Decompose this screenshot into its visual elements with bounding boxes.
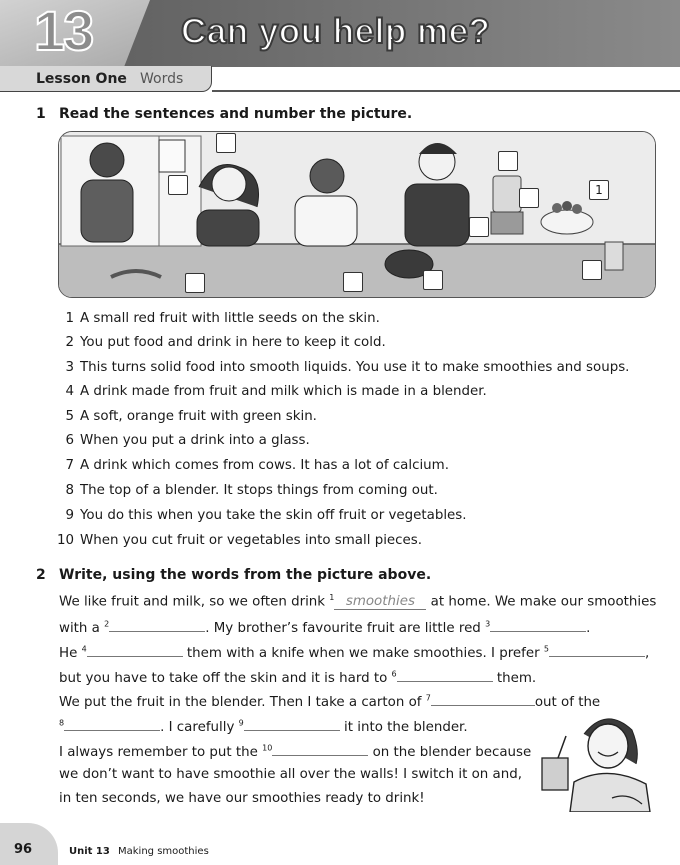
answer-blank-6[interactable] — [397, 668, 493, 682]
paragraph-line: I always remember to put the $^{10}$ on the blender because — [59, 743, 532, 760]
paragraph-line: we don’t want to have smoothie all over the walls! I switch it on and, — [59, 767, 522, 782]
lesson-subtitle: Words — [140, 71, 184, 87]
exercise-1-number: 1 — [36, 106, 46, 122]
paragraph-line: but you have to take off the skin and it is hard to $^6$ them. — [59, 669, 537, 686]
paragraph-line: He $^4$ them with a knife when we make smoothies. I prefer $^5$ , — [59, 644, 650, 661]
picture-label-box[interactable] — [423, 270, 443, 290]
answer-blank-7[interactable] — [431, 692, 535, 706]
picture-label-box[interactable] — [216, 133, 236, 153]
paragraph-line: in ten seconds, we have our smoothies ready to drink! — [59, 791, 425, 806]
sentence-item: 4 A drink made from fruit and milk which is made in a blender. — [65, 384, 487, 399]
unit-number: 13 — [34, 0, 93, 62]
picture-label-box[interactable] — [185, 273, 205, 293]
picture-label-box[interactable] — [519, 188, 539, 208]
picture-label-box[interactable] — [469, 217, 489, 237]
footer-unit-title: Making smoothies — [118, 846, 209, 857]
sentence-item: 9 You do this when you take the skin off fruit or vegetables. — [65, 508, 467, 523]
paragraph-line: with a $^2$ . My brother’s favourite fruit are little red $^3$ . — [59, 619, 591, 636]
answer-blank-8[interactable] — [64, 717, 160, 731]
sentence-item: 1 A small red fruit with little seeds on the skin. — [65, 311, 380, 326]
answer-blank-9[interactable] — [244, 717, 340, 731]
paragraph-line: $^8$ . I carefully $^9$ it into the blender. — [59, 718, 468, 735]
paragraph-line: We put the fruit in the blender. Then I take a carton of $^7$ out of the — [59, 693, 601, 710]
sentence-item: 6 When you put a drink into a glass. — [65, 433, 310, 448]
paragraph-line: We like fruit and milk, so we often drink $^1$ smoothies at home. We make our smoothies — [59, 593, 657, 610]
sentence-item: 10 When you cut fruit or vegetables into small pieces. — [56, 533, 422, 548]
picture-label-box-example: 1 — [589, 180, 609, 200]
footer-unit-label: Unit 13 — [69, 846, 110, 857]
sentence-item: 2 You put food and drink in here to keep it cold. — [65, 335, 386, 350]
exercise-2-number: 2 — [36, 567, 46, 583]
girl-with-drink-illustration — [536, 712, 660, 812]
sentence-item: 3 This turns solid food into smooth liquids. You use it to make smoothies and soups. — [65, 360, 630, 375]
unit-title: Can you help me? — [181, 12, 491, 51]
sentence-item: 8 The top of a blender. It stops things from coming out. — [65, 483, 438, 498]
answer-blank-2[interactable] — [109, 618, 205, 632]
picture-label-box[interactable] — [582, 260, 602, 280]
answer-blank-1[interactable]: smoothies — [334, 596, 426, 610]
exercise-1-instruction: Read the sentences and number the picture. — [59, 106, 413, 122]
answer-blank-10[interactable] — [272, 742, 368, 756]
lesson-divider — [212, 90, 680, 92]
picture-label-box[interactable] — [498, 151, 518, 171]
page-number: 96 — [14, 842, 33, 857]
lesson-label: Lesson One — [36, 71, 127, 87]
picture-label-box[interactable] — [343, 272, 363, 292]
sentence-item: 7 A drink which comes from cows. It has a lot of calcium. — [65, 458, 449, 473]
answer-blank-3[interactable] — [490, 618, 586, 632]
sentence-item: 5 A soft, orange fruit with green skin. — [65, 409, 317, 424]
exercise-2-instruction: Write, using the words from the picture above. — [59, 567, 432, 583]
answer-blank-4[interactable] — [87, 643, 183, 657]
picture-label-box[interactable] — [168, 175, 188, 195]
answer-blank-5[interactable] — [549, 643, 645, 657]
